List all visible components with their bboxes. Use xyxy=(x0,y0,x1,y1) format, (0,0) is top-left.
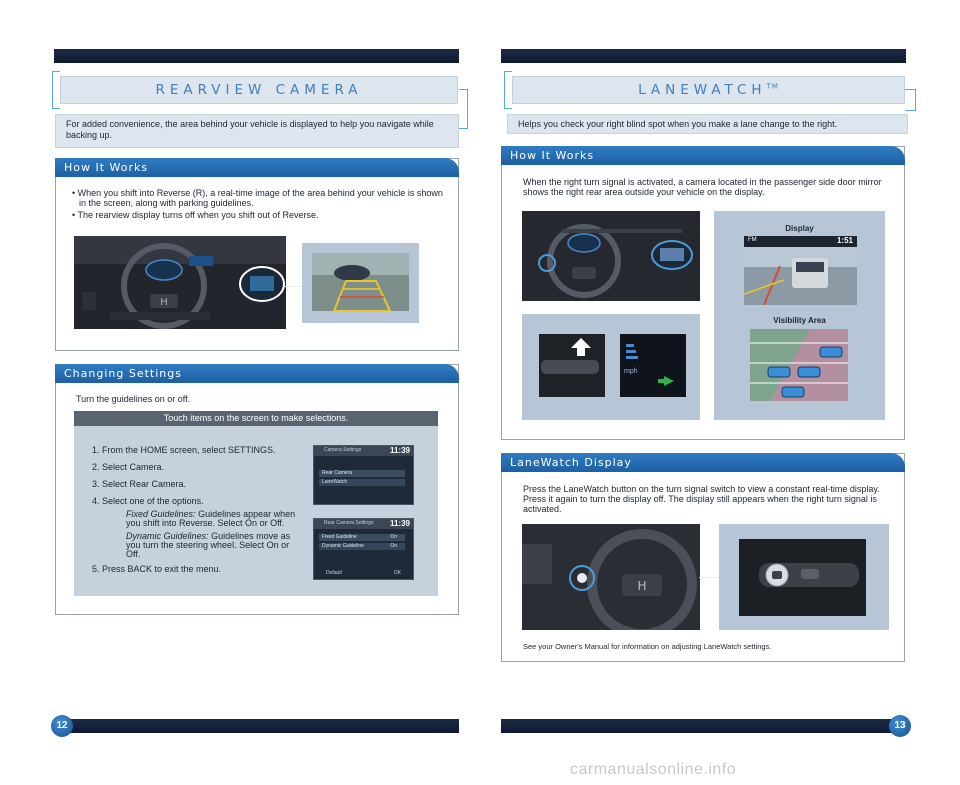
changing-settings-panel xyxy=(55,364,459,615)
lanewatch-dashboard-photo xyxy=(522,211,700,301)
screen-header xyxy=(314,446,413,456)
option-dynamic-desc: Guidelines move as you turn the steering wheel. Select On or Off. xyxy=(126,531,291,559)
display-radio: FM xyxy=(748,237,757,243)
bullet-item: • When you shift into Reverse (R), a real-time image of the area behind your vehicle is shown in the screen, along with parking guidelines. xyxy=(70,188,450,208)
rear-camera-view xyxy=(312,253,409,311)
option-fixed xyxy=(106,510,302,528)
settings-lead: Turn the guidelines on or off. xyxy=(76,394,191,404)
screen-header xyxy=(314,519,413,529)
option-fixed-name: Fixed Guidelines: xyxy=(126,509,196,519)
section-title xyxy=(638,82,779,98)
lanewatch-how-it-works-panel xyxy=(501,146,905,440)
how-it-works-body: When the right turn signal is activated, a camera located in the passenger side door mirror shows the right rear area outside your vehicle on the display. xyxy=(523,177,882,197)
step-item: 5. Press BACK to exit the menu. xyxy=(92,564,222,574)
screen-clock: 11:39 xyxy=(389,519,410,528)
option-row-label: Dynamic Guideline xyxy=(322,543,364,549)
default-button[interactable]: Default xyxy=(326,570,342,576)
lanewatch-display-screen xyxy=(744,236,857,305)
turn-signal-box xyxy=(522,314,700,420)
title-bracket-right xyxy=(459,89,468,129)
visibility-area-illustration xyxy=(750,329,848,401)
menu-item-label: LaneWatch xyxy=(322,479,348,485)
lanewatch-button-photo xyxy=(739,539,866,616)
turn-signal-illustration xyxy=(539,334,605,397)
intro-box xyxy=(507,114,908,134)
settings-instructions-box xyxy=(74,411,438,596)
lanewatch-display-illustration xyxy=(744,236,857,305)
changing-settings-tab xyxy=(55,364,459,383)
menu-item-lanewatch[interactable] xyxy=(319,479,405,486)
display-visibility-box xyxy=(714,211,885,420)
lanewatch-button-frame xyxy=(719,524,889,630)
lanewatch-display-panel xyxy=(501,453,905,662)
display-label: Display xyxy=(785,224,814,233)
settings-steps xyxy=(92,445,302,581)
lanewatch-display-body: Press the LaneWatch button on the turn signal switch to view a constant real-time display. Press it again to turn the display off. The display still appears when the right turn signal is activated. xyxy=(523,484,880,514)
option-row-fixed[interactable] xyxy=(319,534,405,541)
screen-header-label: Camera Settings xyxy=(324,447,362,453)
ok-button[interactable]: OK xyxy=(393,570,401,576)
page-number-left: 12 xyxy=(51,715,73,737)
lanewatch-settings-note: See your Owner's Manual for information on adjusting LaneWatch settings. xyxy=(523,642,772,651)
bullet-item: • The rearview display turns off when you shift out of Reverse. xyxy=(70,210,450,220)
option-row-value: On xyxy=(390,534,397,540)
option-dynamic-name: Dynamic Guidelines: xyxy=(126,531,209,541)
title-bracket-right xyxy=(905,89,916,111)
step-text: 4. Select one of the options. xyxy=(92,496,204,506)
intro-text: Helps you check your right blind spot when you make a lane change to the right. xyxy=(518,119,838,129)
rear-camera-settings-screen xyxy=(313,518,414,580)
option-row-dynamic[interactable] xyxy=(319,543,405,550)
how-it-works-heading: How It Works xyxy=(64,161,149,174)
option-row-label: Fixed Guideline xyxy=(322,534,357,540)
gauge-photo xyxy=(620,334,686,397)
camera-view-frame xyxy=(302,243,419,323)
menu-item-label: Rear Camera xyxy=(322,470,353,476)
changing-settings-heading: Changing Settings xyxy=(64,367,182,380)
bottom-bar-left xyxy=(54,719,459,733)
title-text: LANEWATCH xyxy=(638,82,767,98)
visibility-diagram xyxy=(750,329,848,401)
watermark: carmanualsonline.info xyxy=(570,761,737,778)
page-number-right: 13 xyxy=(889,715,911,737)
section-title-band xyxy=(512,76,905,104)
section-title-band xyxy=(60,76,458,104)
step-item xyxy=(92,496,302,559)
how-it-works-heading: How It Works xyxy=(510,149,595,162)
step-item: 3. Select Rear Camera. xyxy=(92,479,187,489)
bottom-bar-right xyxy=(501,719,906,733)
top-bar-left xyxy=(54,49,459,63)
top-bar-right xyxy=(501,49,906,63)
screen-clock: 11:39 xyxy=(389,446,410,455)
step-item: 1. From the HOME screen, select SETTINGS. xyxy=(92,445,276,455)
screen-header-label: Rear Camera Settings xyxy=(324,520,374,526)
intro-text: For added convenience, the area behind your vehicle is displayed to help you navigate while backing up. xyxy=(66,119,434,140)
gauge-unit-label: mph xyxy=(624,368,638,375)
trademark-mark: TM xyxy=(766,82,779,91)
section-title: REARVIEW CAMERA xyxy=(155,82,363,98)
lanewatch-display-heading: LaneWatch Display xyxy=(510,456,632,469)
option-row-value: On xyxy=(390,543,397,549)
turn-signal-stalk-photo xyxy=(539,334,605,397)
callout-line xyxy=(699,577,719,578)
dashboard-photo xyxy=(74,236,286,329)
option-dynamic xyxy=(106,532,302,559)
title-bracket-left xyxy=(504,71,512,109)
display-clock: 1:51 xyxy=(836,236,853,245)
how-it-works-tab xyxy=(501,146,905,165)
how-it-works-bullets xyxy=(70,188,450,222)
svg-text:H: H xyxy=(637,579,647,593)
lanewatch-dashboard-illustration xyxy=(522,211,700,301)
rear-camera-illustration xyxy=(312,253,409,311)
camera-settings-screen xyxy=(313,445,414,505)
how-it-works-tab xyxy=(55,158,459,177)
step-item: 2. Select Camera. xyxy=(92,462,165,472)
intro-box xyxy=(55,114,459,148)
gauge-illustration xyxy=(620,334,686,397)
lanewatch-button-illustration xyxy=(739,539,866,616)
touch-note: Touch items on the screen to make selections. xyxy=(74,411,438,426)
title-bracket-left xyxy=(52,71,60,109)
dashboard-illustration xyxy=(74,236,286,329)
callout-line xyxy=(285,286,303,287)
steering-wheel-photo xyxy=(522,524,700,630)
option-fixed-desc: Guidelines appear when you shift into Reverse. Select On or Off. xyxy=(126,509,296,528)
lanewatch-display-tab xyxy=(501,453,905,472)
visibility-label: Visibility Area xyxy=(773,316,826,325)
steering-wheel-illustration xyxy=(522,524,700,630)
how-it-works-panel xyxy=(55,158,459,351)
svg-text:H: H xyxy=(160,297,168,308)
menu-item-rear-camera[interactable] xyxy=(319,470,405,477)
